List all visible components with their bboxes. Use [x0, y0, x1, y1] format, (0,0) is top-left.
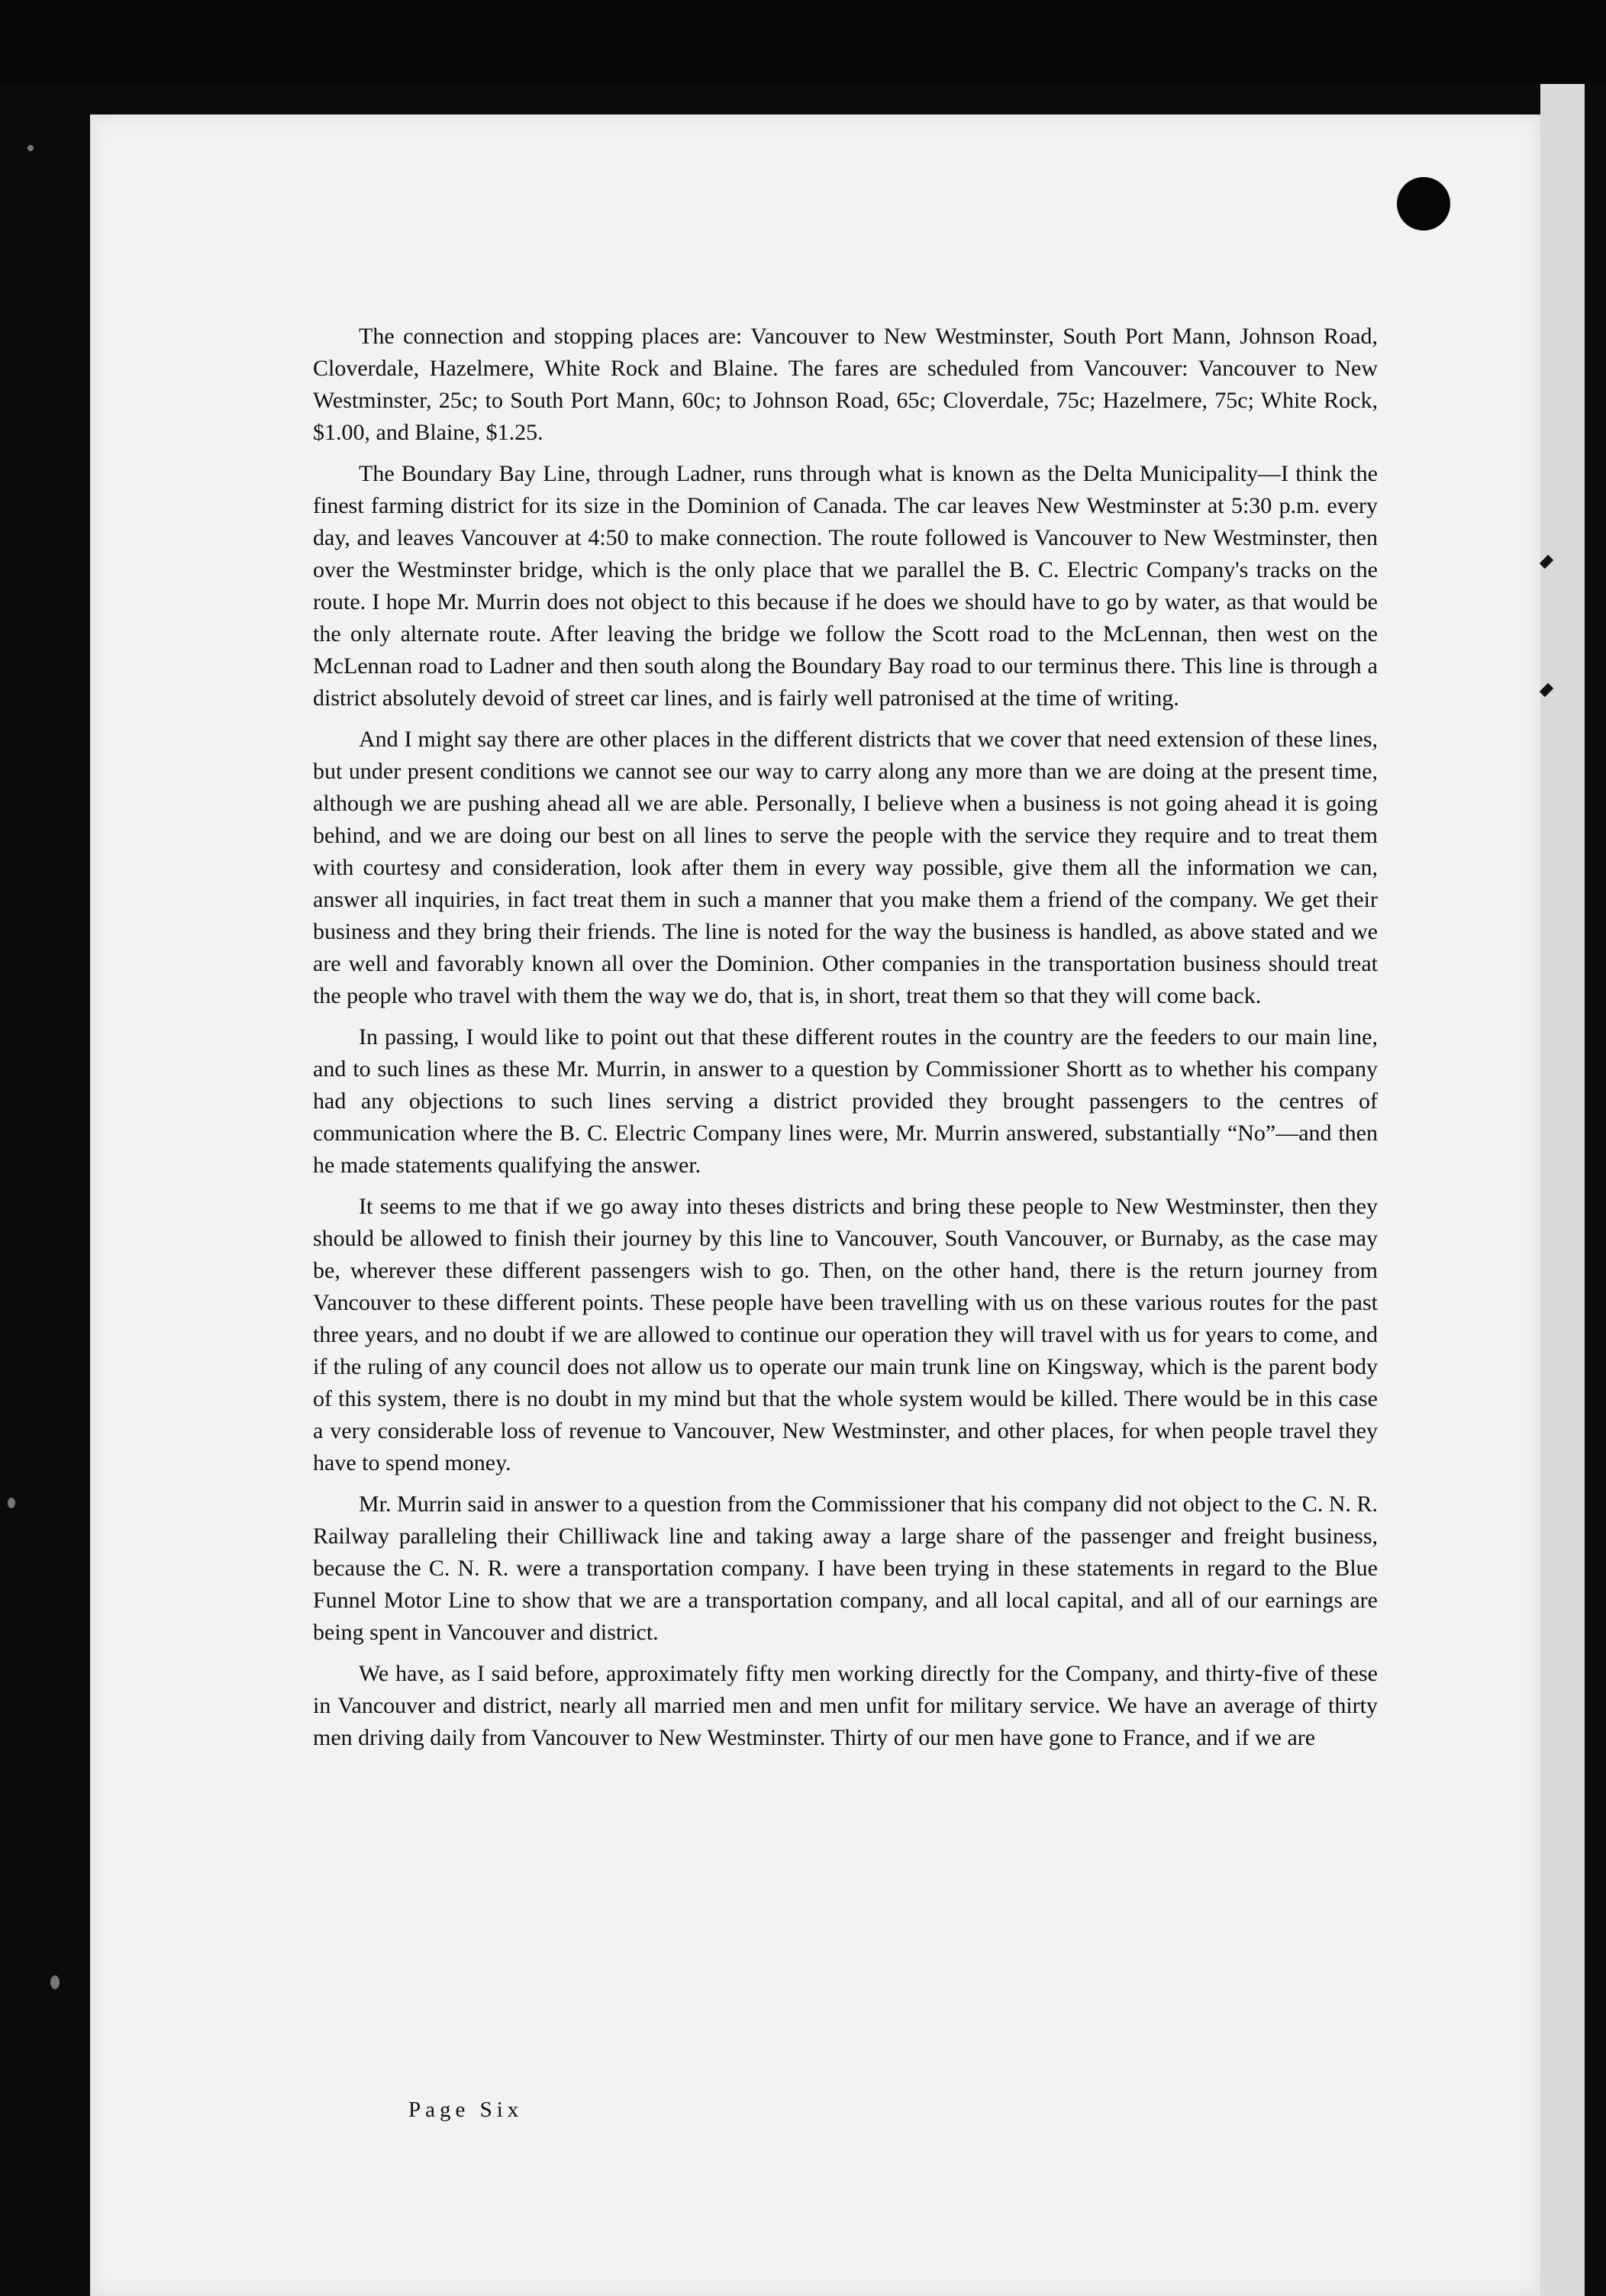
paragraph: It seems to me that if we go away into theses districts and bring these people to New Westminster, then they should be allowed to finish their journey by this line to Vancouver, South Vancouver, or Burnaby, as the case may be, wherever these different passengers wish to go. Then, on the other hand, there is the return journey from Vancouver to these different points. These people have been travelling with us on these various routes for the past three years, and no doubt if we are allowed to continue our operation they will travel with us for years to come, and if the ruling of any council does not allow us to operate our main trunk line on Kingsway, which is the parent body of this system, there is no doubt in my mind but that the whole system would be killed. There would be in this case a very considerable loss of revenue to Vancouver, New Westminster, and other places, for when people travel they have to spend money.: [313, 1194, 1378, 1475]
paragraph: We have, as I said before, approximately fifty men working directly for the Company, and thirty-five of these in Vancouver and district, nearly all married men and men unfit for military service. We have an average of thirty men driving daily from Vancouver to New Westminster. Thirty of our men have gone to France, and if we are: [313, 1661, 1378, 1750]
scan-speck: [27, 145, 34, 151]
scan-speck: [50, 1975, 60, 1989]
paragraph: In passing, I would like to point out that these different routes in the country are the feeders to our main line, and to such lines as these Mr. Murrin, in answer to a question by Commissioner Shortt as to whether his company had any objections to such lines serving a district provided they brought passengers to the centres of communication where the B. C. Electric Company lines were, Mr. Murrin answered, substantially “No”—and then he made statements qualifying the answer.: [313, 1024, 1378, 1178]
page-number: Page Six: [408, 2098, 524, 2122]
paragraph: The Boundary Bay Line, through Ladner, runs through what is known as the Delta Municipality—I think the finest farming district for its size in the Dominion of Canada. The car leaves New Westminster at 5:30 p.m. every day, and leaves Vancouver at 4:50 to make connection. The route followed is Vancouver to New Westminster, then over the Westminster bridge, which is the only place that we parallel the B. C. Electric Company's tracks on the route. I hope Mr. Murrin does not object to this because if he does we should have to go by water, as that would be the only alternate route. After leaving the bridge we follow the Scott road to the McLennan, then west on the McLennan road to Ladner and then south along the Boundary Bay road to our terminus there. This line is through a district absolutely devoid of street car lines, and is fairly well patronised at the time of writing.: [313, 461, 1378, 711]
paragraph: The connection and stopping places are: Vancouver to New Westminster, South Port Mann, Johnson Road, Cloverdale, Hazelmere, White Rock and Blaine. The fares are scheduled from Vancouver: Vancouver to New Westminster, 25c; to South Port Mann, 60c; to Johnson Road, 65c; Cloverdale, 75c; Hazelmere, 75c; White Rock, $1.00, and Blaine, $1.25.: [313, 324, 1378, 445]
body-text: [313, 321, 1378, 1763]
punch-hole: [1397, 177, 1450, 231]
next-page-edge: [1540, 84, 1585, 2296]
scan-speck: [8, 1498, 15, 1508]
scan-top-border: [0, 0, 1606, 84]
paragraph: Mr. Murrin said in answer to a question from the Commissioner that his company did not object to the C. N. R. Railway paralleling their Chilliwack line and taking away a large share of the passenger and freight business, because the C. N. R. were a transportation company. I have been trying in these statements in regard to the Blue Funnel Motor Line to show that we are a transportation company, and all local capital, and all of our earnings are being spent in Vancouver and district.: [313, 1491, 1378, 1645]
paragraph: And I might say there are other places in the different districts that we cover that need extension of these lines, but under present conditions we cannot see our way to carry along any more than we are doing at the present time, although we are pushing ahead all we are able. Personally, I believe when a business is not going ahead it is going behind, and we are doing our best on all lines to serve the people with the service they require and to treat them with courtesy and consideration, look after them in every way possible, give them all the information we can, answer all inquiries, in fact treat them in such a manner that you make them a friend of the company. We get their business and they bring their friends. The line is noted for the way the business is handled, as above stated and we are well and favorably known all over the Dominion. Other companies in the transportation business should treat the people who travel with them the way we do, that is, in short, treat them so that they will come back.: [313, 727, 1378, 1008]
